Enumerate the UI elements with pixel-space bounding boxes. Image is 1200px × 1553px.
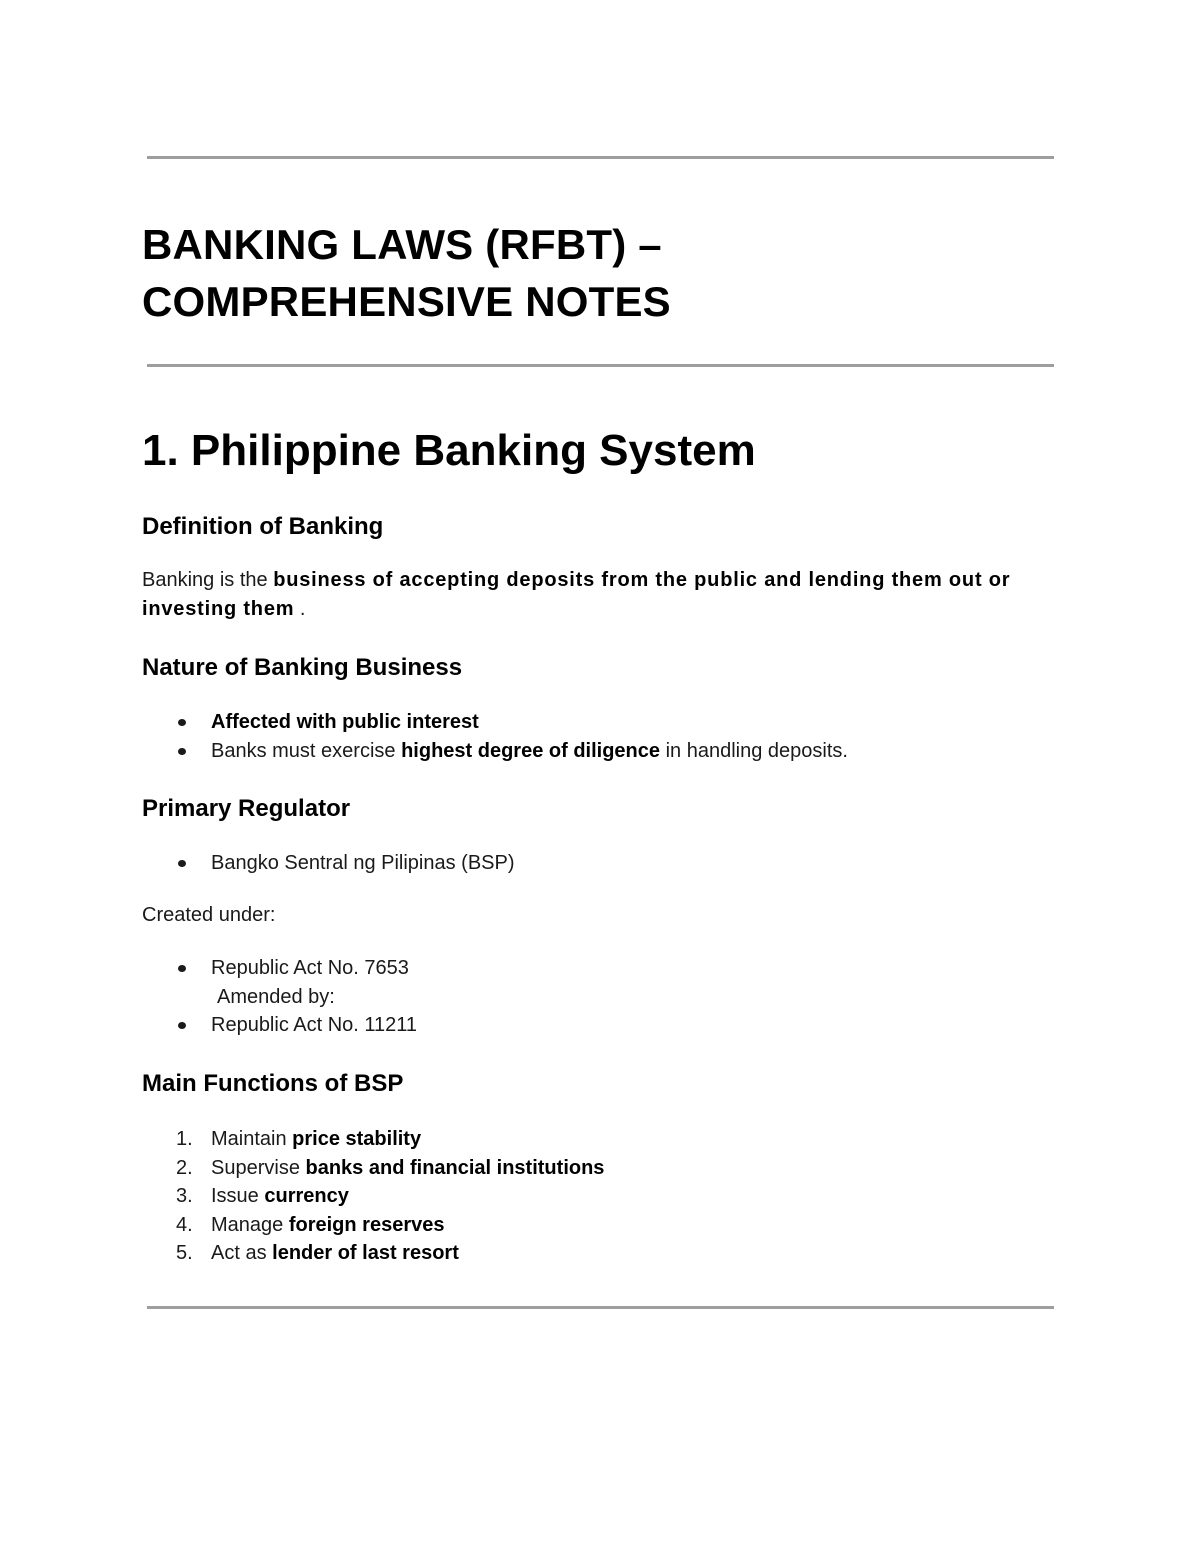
list-item	[142, 708, 848, 737]
function-bold: currency	[264, 1185, 349, 1207]
definition-text-pre: Banking is the	[142, 569, 274, 591]
definition-line1	[142, 566, 1010, 595]
functions-heading: Main Functions of BSP	[142, 1070, 404, 1097]
amended-by-text: Amended by:	[217, 985, 335, 1008]
list-number: 4.	[176, 1213, 193, 1236]
section-heading: 1. Philippine Banking System	[142, 426, 756, 475]
function-pre: Manage	[211, 1213, 289, 1236]
definition-heading: Definition of Banking	[142, 513, 384, 540]
list-item	[142, 954, 417, 983]
definition-text-bold-2: investing them	[142, 598, 295, 620]
document-title-line1: BANKING LAWS (RFBT) –	[142, 221, 662, 268]
list-item	[142, 1125, 604, 1154]
regulator-heading: Primary Regulator	[142, 795, 351, 822]
list-item	[142, 1239, 604, 1268]
list-item	[142, 1211, 604, 1240]
horizontal-rule-top	[147, 156, 1054, 159]
laws-list	[142, 954, 417, 1040]
amended-by-line	[142, 983, 417, 1012]
function-pre: Act as	[211, 1242, 273, 1264]
definition-text-bold: business of accepting deposits from the public and lending them out or	[273, 569, 1011, 591]
nature-item2-bold: highest degree of diligence	[401, 739, 661, 762]
nature-item2-pre: Banks must exercise	[211, 739, 402, 762]
function-bold: lender of last resort	[272, 1242, 459, 1264]
list-number: 2.	[176, 1156, 193, 1179]
list-item	[142, 737, 848, 766]
definition-text-post: .	[299, 598, 306, 620]
nature-item1-bold: Affected with public interest	[211, 711, 479, 733]
list-item	[142, 849, 515, 878]
bullet-icon	[178, 719, 186, 726]
list-item	[142, 1182, 604, 1211]
list-number: 1.	[176, 1128, 193, 1150]
bullet-icon	[178, 748, 186, 755]
regulator-item1: Bangko Sentral ng Pilipinas (BSP)	[211, 852, 515, 874]
list-number: 3.	[176, 1185, 193, 1207]
function-bold: price stability	[292, 1128, 422, 1150]
horizontal-rule-bottom	[147, 1306, 1054, 1309]
document-title	[142, 216, 671, 330]
nature-heading: Nature of Banking Business	[142, 654, 463, 681]
function-bold: banks and financial institutions	[305, 1156, 605, 1179]
definition-paragraph	[142, 566, 1010, 624]
function-pre: Supervise	[211, 1156, 306, 1179]
law1-text: Republic Act No. 7653	[211, 957, 409, 979]
list-item	[142, 1154, 604, 1183]
bullet-icon	[178, 860, 186, 867]
nature-list	[142, 708, 848, 765]
list-item	[142, 1011, 417, 1040]
function-pre: Maintain	[211, 1128, 293, 1150]
regulator-list	[142, 849, 515, 878]
document-title-line2: COMPREHENSIVE NOTES	[142, 278, 671, 325]
definition-line2	[142, 595, 1010, 624]
law2-text: Republic Act No. 11211	[211, 1014, 418, 1036]
function-bold: foreign reserves	[288, 1213, 445, 1236]
bullet-icon	[178, 965, 186, 972]
created-under-label: Created under:	[142, 904, 276, 926]
functions-list	[142, 1125, 604, 1268]
horizontal-rule-after-title	[147, 364, 1054, 367]
bullet-icon	[178, 1022, 186, 1029]
function-pre: Issue	[211, 1185, 265, 1207]
list-number: 5.	[176, 1242, 193, 1264]
nature-item2-post: in handling deposits.	[660, 739, 848, 762]
